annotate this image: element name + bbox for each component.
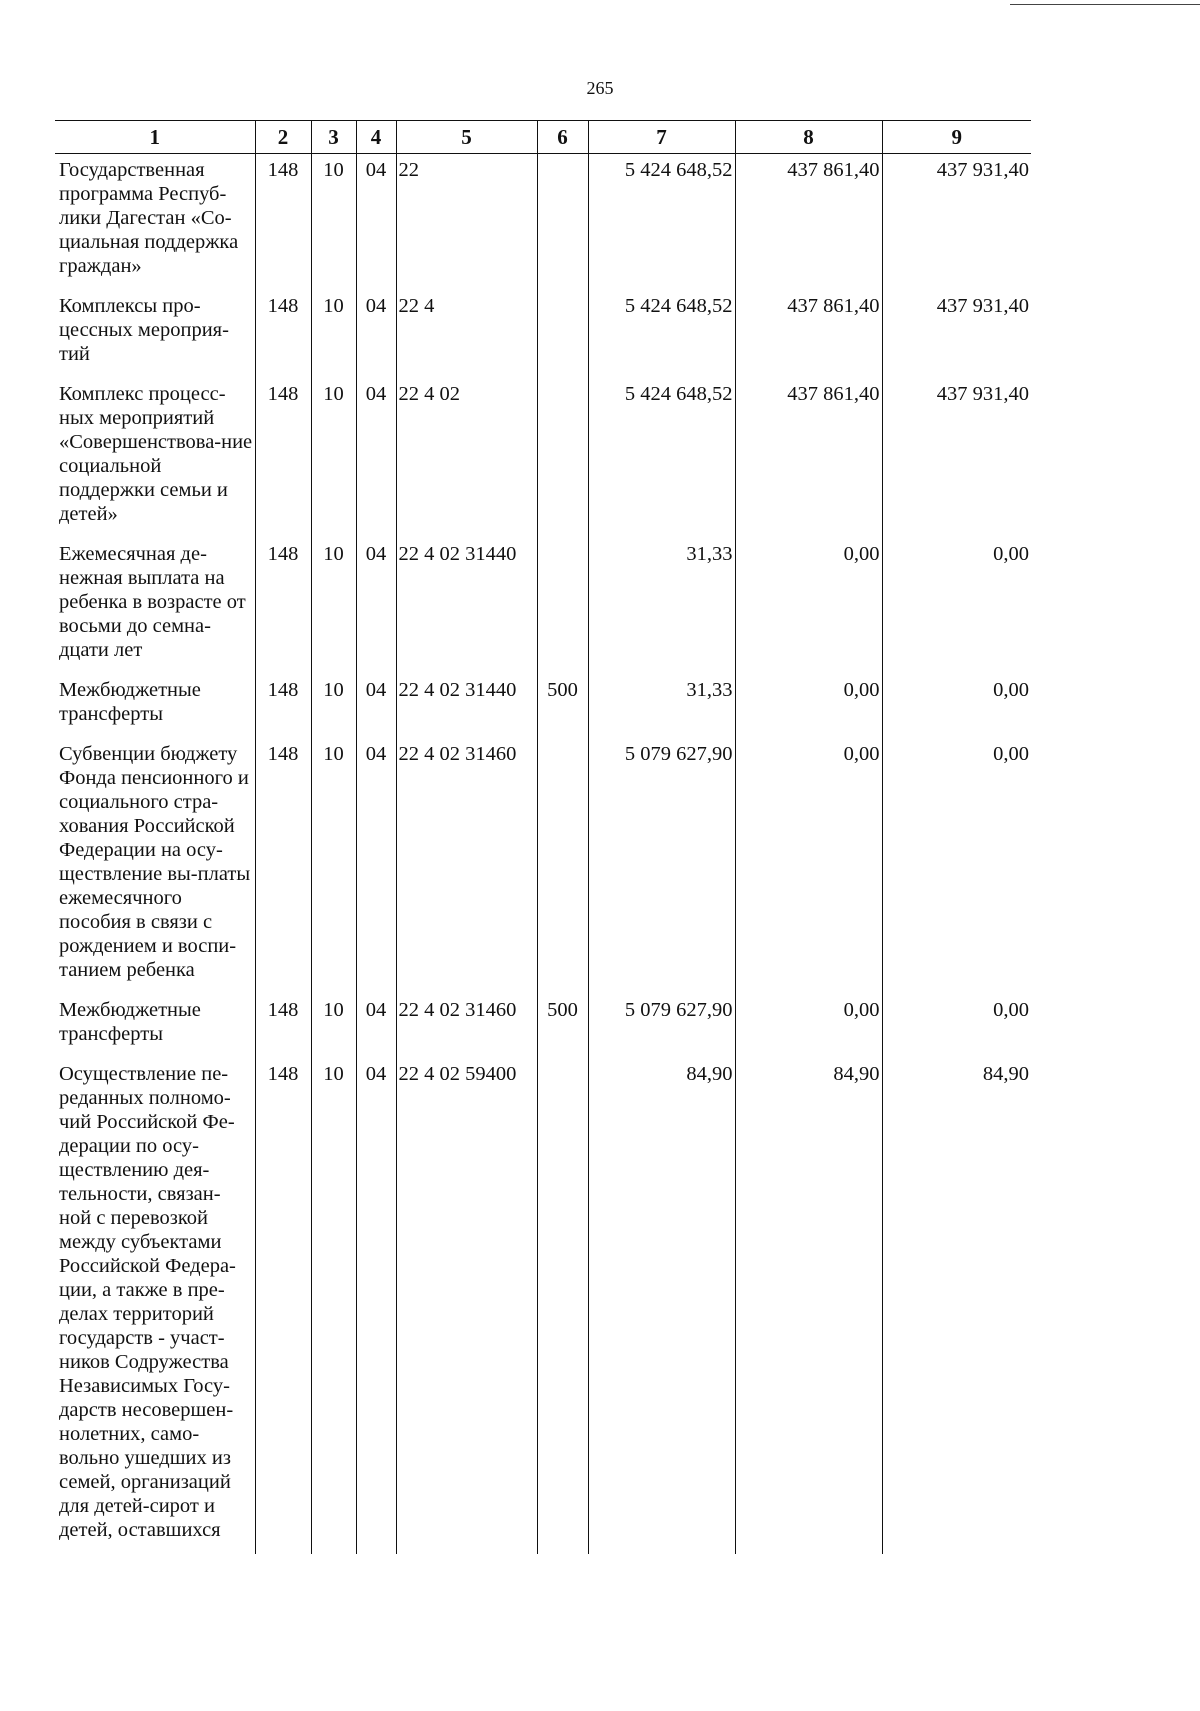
- header-col-4: 4: [356, 121, 396, 154]
- cell-section: 10: [311, 290, 356, 378]
- cell-target-article: 22 4 02 31440: [396, 674, 537, 738]
- header-col-1: 1: [55, 121, 255, 154]
- table-row: [55, 154, 1031, 291]
- header-col-6: 6: [537, 121, 588, 154]
- cell-target-article: 22 4 02 59400: [396, 1058, 537, 1554]
- cell-amount-7: 31,33: [588, 674, 735, 738]
- cell-amount-9: 437 931,40: [882, 154, 1031, 291]
- cell-subsection: 04: [356, 994, 396, 1058]
- cell-amount-8: 437 861,40: [735, 290, 882, 378]
- cell-amount-7: 5 079 627,90: [588, 994, 735, 1058]
- cell-subsection: 04: [356, 738, 396, 994]
- cell-ministry-code: 148: [255, 1058, 311, 1554]
- header-col-7: 7: [588, 121, 735, 154]
- cell-section: 10: [311, 674, 356, 738]
- table-row: [55, 378, 1031, 538]
- cell-amount-9: 437 931,40: [882, 290, 1031, 378]
- cell-section: 10: [311, 738, 356, 994]
- cell-ministry-code: 148: [255, 378, 311, 538]
- cell-expense-type: [537, 1058, 588, 1554]
- cell-ministry-code: 148: [255, 738, 311, 994]
- cell-amount-7: 5 424 648,52: [588, 154, 735, 291]
- cell-name: Межбюджетные трансферты: [55, 674, 255, 738]
- cell-subsection: 04: [356, 290, 396, 378]
- table-row: [55, 994, 1031, 1058]
- table-row: [55, 1058, 1031, 1554]
- table-row: [55, 674, 1031, 738]
- cell-amount-9: 84,90: [882, 1058, 1031, 1554]
- header-col-3: 3: [311, 121, 356, 154]
- cell-amount-8: 437 861,40: [735, 154, 882, 291]
- cell-amount-8: 0,00: [735, 538, 882, 674]
- cell-amount-9: 0,00: [882, 994, 1031, 1058]
- cell-section: 10: [311, 994, 356, 1058]
- cell-ministry-code: 148: [255, 994, 311, 1058]
- cell-section: 10: [311, 538, 356, 674]
- cell-ministry-code: 148: [255, 674, 311, 738]
- cell-name: Субвенции бюджету Фонда пенсионного и социального стра-хования Российской Федерации на осу-ществление вы-платы ежемесячного пособия в связи с рождением и воспи-танием ребенка: [55, 738, 255, 994]
- table-row: [55, 290, 1031, 378]
- cell-target-article: 22 4: [396, 290, 537, 378]
- cell-expense-type: [537, 378, 588, 538]
- cell-subsection: 04: [356, 674, 396, 738]
- cell-subsection: 04: [356, 154, 396, 291]
- cell-amount-9: 437 931,40: [882, 378, 1031, 538]
- budget-table: [55, 120, 1031, 1554]
- cell-amount-7: 5 424 648,52: [588, 378, 735, 538]
- cell-subsection: 04: [356, 378, 396, 538]
- cell-subsection: 04: [356, 1058, 396, 1554]
- cell-ministry-code: 148: [255, 154, 311, 291]
- cell-amount-8: 0,00: [735, 738, 882, 994]
- cell-target-article: 22: [396, 154, 537, 291]
- page-number: 265: [586, 78, 614, 98]
- cell-name: Ежемесячная де-нежная выплата на ребенка в возрасте от восьми до семна-дцати лет: [55, 538, 255, 674]
- header-col-8: 8: [735, 121, 882, 154]
- cell-amount-8: 84,90: [735, 1058, 882, 1554]
- cell-amount-9: 0,00: [882, 738, 1031, 994]
- header-col-2: 2: [255, 121, 311, 154]
- cell-target-article: 22 4 02 31440: [396, 538, 537, 674]
- cell-amount-7: 31,33: [588, 538, 735, 674]
- header-col-5: 5: [396, 121, 537, 154]
- cell-expense-type: [537, 538, 588, 674]
- cell-amount-7: 5 079 627,90: [588, 738, 735, 994]
- cell-expense-type: [537, 738, 588, 994]
- cell-expense-type: 500: [537, 674, 588, 738]
- cell-section: 10: [311, 378, 356, 538]
- cell-expense-type: [537, 154, 588, 291]
- cell-name: Государственная программа Респуб-лики Дагестан «Со-циальная поддержка граждан»: [55, 154, 255, 291]
- table-row: [55, 538, 1031, 674]
- cell-amount-8: 437 861,40: [735, 378, 882, 538]
- cell-section: 10: [311, 154, 356, 291]
- cell-amount-8: 0,00: [735, 994, 882, 1058]
- cell-subsection: 04: [356, 538, 396, 674]
- cell-name: Межбюджетные трансферты: [55, 994, 255, 1058]
- cell-target-article: 22 4 02: [396, 378, 537, 538]
- cell-name: Комплекс процесс-ных мероприятий «Совершенствова-ние социальной поддержки семьи и детей»: [55, 378, 255, 538]
- cell-amount-9: 0,00: [882, 674, 1031, 738]
- cell-ministry-code: 148: [255, 290, 311, 378]
- cell-name: Осуществление пе-реданных полномо-чий Российской Фе-дерации по осу-ществлению дея-тельности, связан-ной с перевозкой между субъектами Российской Федера-ции, а также в пре-делах территорий государств - участ-ников Содружества Независимых Госу-дарств несовершен-нолетних, само-вольно ушедших из семей, организаций для детей-сирот и детей, оставшихся: [55, 1058, 255, 1554]
- cell-amount-7: 5 424 648,52: [588, 290, 735, 378]
- cell-expense-type: [537, 290, 588, 378]
- cell-name: Комплексы про-цессных мероприя-тий: [55, 290, 255, 378]
- cell-target-article: 22 4 02 31460: [396, 738, 537, 994]
- cell-section: 10: [311, 1058, 356, 1554]
- scan-edge-rule: [1010, 4, 1200, 5]
- cell-amount-7: 84,90: [588, 1058, 735, 1554]
- cell-amount-8: 0,00: [735, 674, 882, 738]
- header-row: [55, 121, 1031, 154]
- cell-expense-type: 500: [537, 994, 588, 1058]
- header-col-9: 9: [882, 121, 1031, 154]
- cell-target-article: 22 4 02 31460: [396, 994, 537, 1058]
- cell-ministry-code: 148: [255, 538, 311, 674]
- table-row: [55, 738, 1031, 994]
- cell-amount-9: 0,00: [882, 538, 1031, 674]
